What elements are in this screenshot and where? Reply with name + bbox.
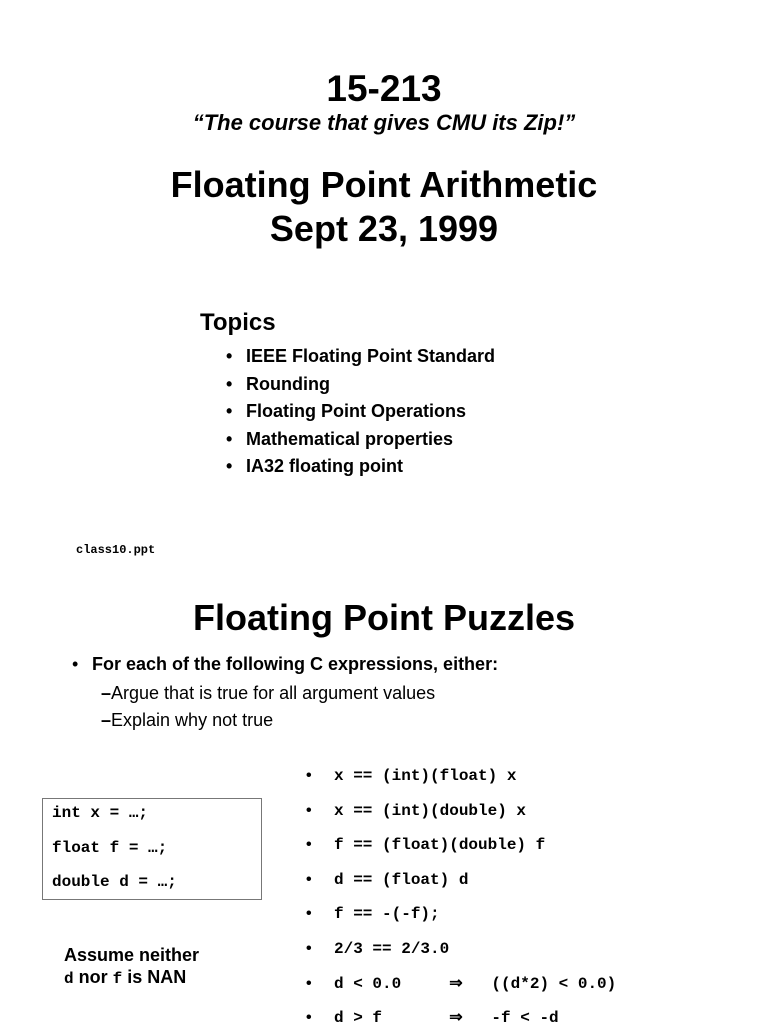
assumption-end: is NAN — [122, 967, 187, 987]
puzzle-expression: d == (float) d — [334, 870, 469, 889]
puzzle-expression: d > f ⇒ -f < -d — [334, 1009, 559, 1028]
puzzle-expression: f == (float)(double) f — [334, 836, 546, 855]
topic-label: IA32 floating point — [246, 456, 403, 476]
course-number: 15-213 — [326, 68, 442, 109]
bullet-icon: • — [306, 836, 312, 854]
topics-heading: Topics — [200, 309, 276, 336]
bullet-icon: • — [306, 905, 312, 923]
assumption-note — [64, 944, 199, 990]
topic-label: Floating Point Operations — [246, 401, 466, 421]
bullet-icon: • — [306, 939, 312, 957]
list-item — [306, 863, 616, 898]
assumption-line2 — [64, 966, 199, 990]
declaration-int: int x = …; — [52, 804, 149, 822]
bullet-icon: • — [306, 870, 312, 888]
declaration-double: double d = …; — [52, 873, 177, 891]
instruction — [72, 654, 498, 675]
var-f: f — [112, 970, 123, 988]
puzzle-expression: 2/3 == 2/3.0 — [334, 939, 450, 958]
list-item — [306, 828, 616, 863]
subpoint-text: Explain why not true — [111, 710, 274, 730]
slide-title: Floating Point Arithmetic — [170, 164, 598, 205]
subpoint — [101, 683, 435, 704]
list-item — [306, 759, 616, 794]
list-item — [226, 453, 495, 481]
puzzles-title: Floating Point Puzzles — [192, 597, 575, 638]
list-item — [306, 967, 616, 1002]
bullet-icon: • — [306, 801, 312, 819]
puzzle-expression: x == (int)(float) x — [334, 767, 517, 785]
list-item — [306, 932, 616, 967]
bullet-icon: • — [306, 767, 312, 784]
topics-list — [226, 343, 495, 481]
subpoint — [101, 710, 273, 731]
subpoint-text: Argue that is true for all argument values — [111, 683, 436, 703]
puzzle-expression: f == -(-f); — [334, 905, 440, 924]
declaration-float: float f = …; — [52, 839, 168, 857]
bullet-icon: • — [306, 1009, 312, 1027]
var-d: d — [64, 970, 74, 988]
bullet-icon: • — [72, 654, 79, 674]
list-item — [226, 371, 495, 399]
puzzle-list — [306, 759, 616, 1036]
list-item — [226, 343, 495, 371]
topic-label: Mathematical properties — [246, 428, 454, 449]
bullet-icon: • — [226, 373, 233, 394]
assumption-middle: nor — [73, 967, 113, 987]
bullet-icon: • — [226, 401, 233, 421]
bullet-icon: • — [306, 974, 312, 992]
bullet-icon: • — [226, 346, 233, 366]
slide-date: Sept 23, 1999 — [269, 208, 499, 249]
instruction-text: For each of the following C expressions, either: — [92, 654, 499, 674]
list-item — [226, 398, 495, 426]
list-item — [306, 897, 616, 932]
dash-icon: – — [101, 683, 112, 703]
list-item — [226, 426, 495, 454]
file-name: class10.ppt — [76, 543, 156, 557]
puzzle-expression: x == (int)(double) x — [334, 801, 527, 820]
bullet-icon: • — [226, 456, 233, 476]
dash-icon: – — [101, 710, 112, 730]
bullet-icon: • — [226, 428, 233, 449]
topic-label: Rounding — [246, 373, 330, 394]
assumption-line1: Assume neither — [64, 945, 200, 965]
list-item — [306, 1001, 616, 1036]
list-item — [306, 794, 616, 829]
topic-label: IEEE Floating Point Standard — [246, 346, 496, 366]
course-tagline: “The course that gives CMU its Zip!” — [192, 110, 576, 135]
puzzle-expression: d < 0.0 ⇒ ((d*2) < 0.0) — [334, 974, 617, 993]
